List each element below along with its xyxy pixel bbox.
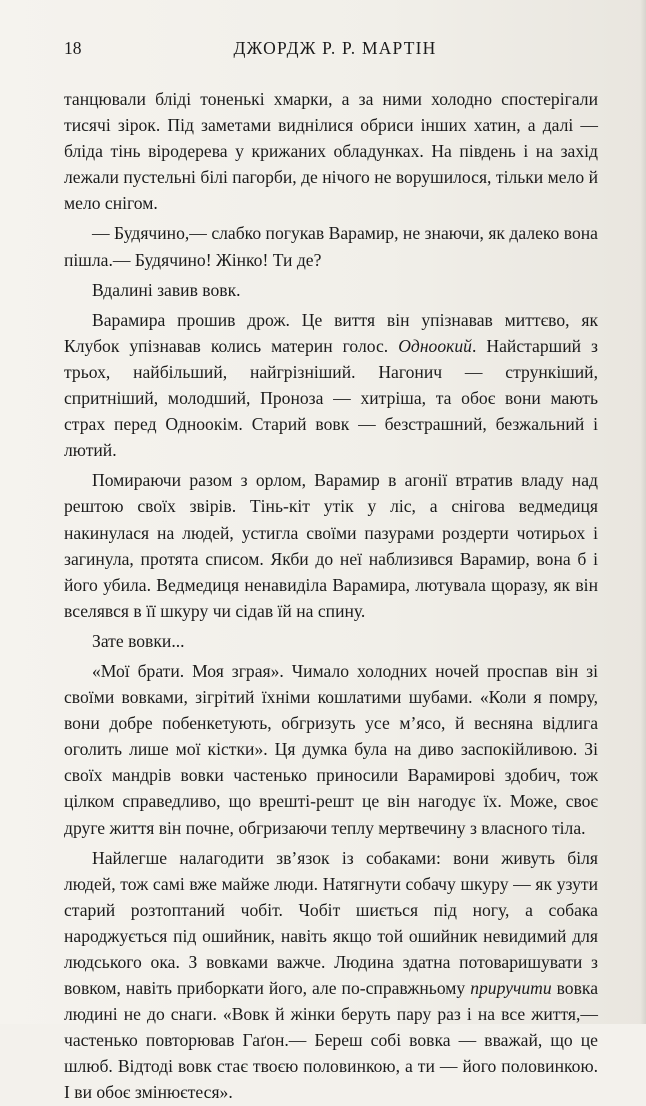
author-name: ДЖОРДЖ Р. Р. МАРТІН [233, 38, 437, 58]
emphasis: приручити [470, 978, 552, 999]
paragraph-text: . Найстарший з трьох, найбільший, найгрізніший. Нагонич — стрункіший, спритніший, молодший, Проноза — хитріша, та обоє вони мають страх перед Одноокім. Старий вовк — безстрашний, безжальний і лютий. [64, 335, 598, 461]
paragraph [64, 845, 598, 1106]
paragraph: Вдалині завив вовк. [92, 279, 241, 300]
paragraph-text: Найлегше налагодити зв’язок із собаками: вони живуть біля людей, тож самі вже майже люди. Натягнути собачу шкуру — як узути старий розтоптаний чобіт. Чобіт шиється під ногу, а собака народжується під ошийник, навіть якщо той ошийник невидимий для людського ока. З вовками важче. Людина здатна потоваришувати з вовком, навіть приборкати його, але по-справжньому [64, 847, 598, 999]
paragraph: Помираючи разом з орлом, Варамир в агонії втратив владу над рештою своїх звірів. Тінь-кіт утік у ліс, а снігова ведмедиця накинулася на людей, устигла своїми пазурами роздерти чотирьох і загинула, протята списом. Якби до неї наблизився Варамир, вона б і його убила. Ведмедиця ненавиділа Варамира, лютувала щоразу, як він вселявся в її шкуру чи сідав їй на спину. [64, 470, 598, 621]
paragraph: танцювали бліді тоненькі хмарки, а за ними холодно спостерігали тисячі зірок. Під заметами виднілися обриси інших хатин, а далі — бліда тінь віродерева у крижаних обладунках. На південь і на захід лежали пустельні білі пагорби, де нічого не ворушилося, тільки мело й мело снігом. [64, 89, 598, 214]
running-head [64, 38, 596, 62]
paragraph [64, 307, 598, 464]
paragraph-text: вовка людині не до снаги. «Вовк й жінки беруть пару раз і на все життя,— частенько повторював Гаґон.— Береш собі вовка — вважай, що це шлюб. Відтоді вовк стає твоєю половинкою, а ти — його половинкою. І ви обоє змінюєтеся». [64, 978, 598, 1103]
paragraph: — Будячино,— слабко погукав Варамир, не знаючи, як далеко вона пішла.— Будячино! Жінко! Ти де? [64, 223, 598, 270]
page-number: 18 [64, 38, 82, 58]
emphasis: Одноокий [398, 335, 472, 356]
paragraph: Зате вовки... [92, 630, 185, 651]
paragraph: «Мої брати. Моя зграя». Чимало холодних ночей проспав він зі своїми вовками, зігрітий їхніми кошлатими шубами. «Коли я помру, вони добре побенкетують, обгризуть усе м’ясо, й весняна відлига оголить лише мої кістки». Ця думка була на диво заспокійливою. Зі своїх мандрів вовки частенько приносили Варамирові здобич, тож цілком справедливо, що врешті-решт це він нагодує їх. Може, своє друге життя він почне, обгризаючи теплу мертвечину з власного тіла. [64, 660, 598, 838]
paragraph-text: Варамира прошив дрож. Це виття він упізнавав миттєво, як Клубок упізнавав колись материн голос. [64, 309, 598, 356]
page-text [64, 86, 598, 1106]
page-edge-shadow [640, 0, 646, 1024]
